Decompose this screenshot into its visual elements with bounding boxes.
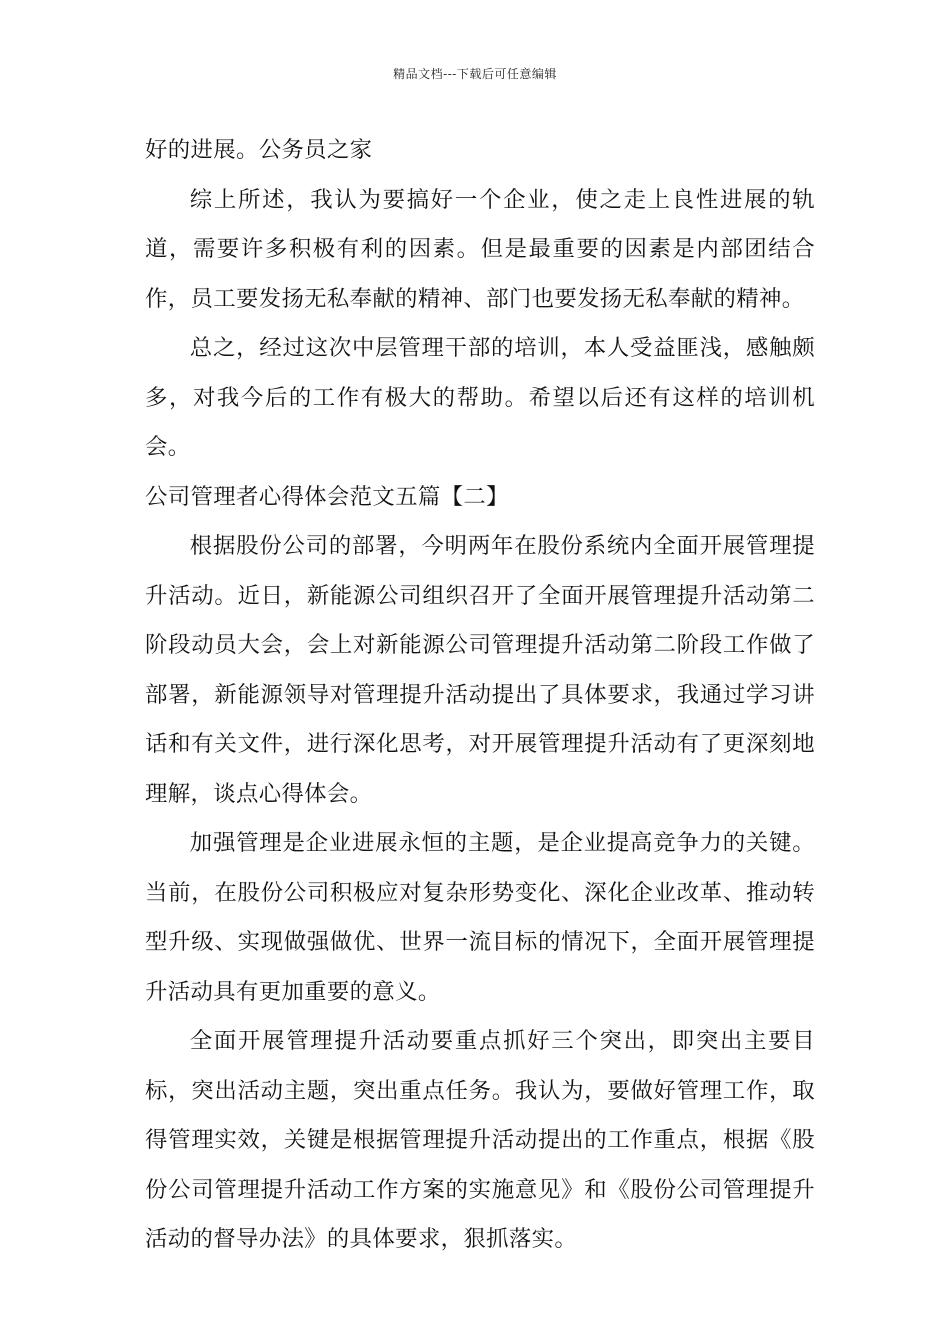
paragraph-continuation: 好的进展。公务员之家	[145, 137, 373, 163]
paragraph-summary: 综上所述，我认为要搞好一个企业，使之走上良性进展的轨道，需要许多积极有利的因素。但是最重要的因素是内部团结合作，员工要发扬无私奉献的精神、部门也要发扬无私奉献的精神。	[145, 186, 815, 312]
paragraph-conclusion: 总之，经过这次中层管理干部的培训，本人受益匪浅，感触颇多，对我今后的工作有极大的帮助。希望以后还有这样的培训机会。	[145, 335, 815, 460]
paragraph-deployment: 根据股份公司的部署，今明两年在股份系统内全面开展管理提升活动。近日，新能源公司组织召开了全面开展管理提升活动第二阶段动员大会，会上对新能源公司管理提升活动第二阶段工作做了部署，新能源领导对管理提升活动提出了具体要求，我通过学习讲话和有关文件，进行深化思考，对开展管理提升活动有了更深刻地理解，谈点心得体会。	[145, 533, 815, 807]
section-heading: 公司管理者心得体会范文五篇【二】	[145, 483, 509, 510]
paragraph-key-focus: 全面开展管理提升活动要重点抓好三个突出，即突出主要目标，突出活动主题，突出重点任务。我认为，要做好管理工作，取得管理实效，关键是根据管理提升活动提出的工作重点，根据《股份公司管理提升活动工作方案的实施意见》和《股份公司管理提升活动的督导办法》的具体要求，狠抓落实。	[145, 1028, 815, 1252]
page-header: 精品文档---下载后可任意编辑	[393, 67, 557, 81]
document-body	[145, 126, 815, 1265]
paragraph-management-theme: 加强管理是企业进展永恒的主题，是企业提高竞争力的关键。当前，在股份公司积极应对复杂形势变化、深化企业改革、推动转型升级、实现做强做优、世界一流目标的情况下，全面开展管理提升活动具有更加重要的意义。	[145, 830, 815, 1005]
